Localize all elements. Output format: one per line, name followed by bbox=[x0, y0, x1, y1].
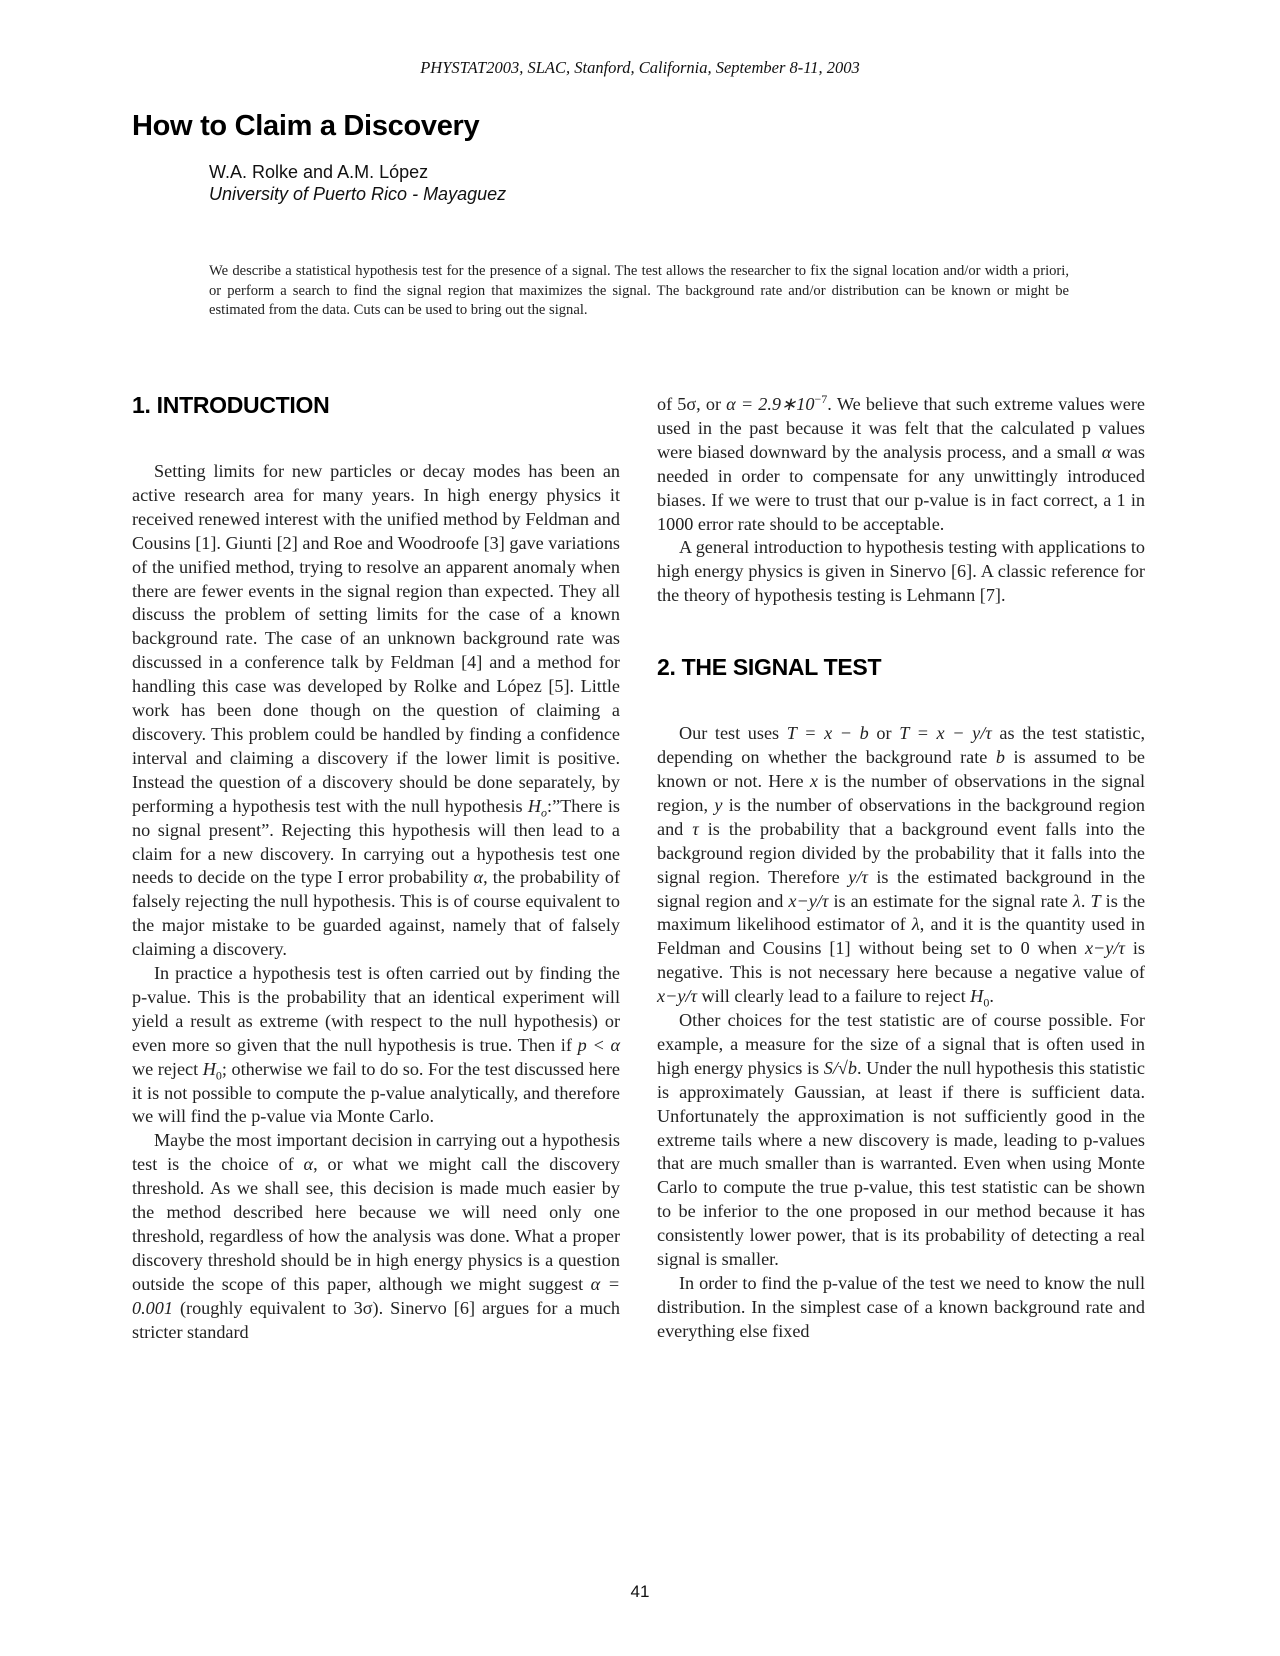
section-heading-signal-test: 2. THE SIGNAL TEST bbox=[657, 654, 882, 681]
signal-test-paragraph-2: Other choices for the test statistic are of course possible. For example, a measure for the size of a signal that is often used in high energy physics is S/√b. Under the null hypothesis this statistic is approximately Gaussian, at least if there is sufficient data. Unfortunately the approximation is not sufficiently good in the extreme tails where a new discovery is made, leading to p-values that are much smaller than is warranted. Even when using Monte Carlo to compute the true p-value, this test statistic can be shown to be inferior to the one proposed in our method because it has consistently lower power, that is its probability of detecting a real signal is smaller. bbox=[657, 1010, 1145, 1270]
abstract: We describe a statistical hypothesis test for the presence of a signal. The test allows the researcher to fix the signal location and/or width a priori, or perform a search to find the signal region that maximizes the signal. The background rate and/or distribution can be known or might be estimated from the data. Cuts can be used to bring out the signal. bbox=[209, 263, 1069, 319]
left-column bbox=[132, 390, 620, 1345]
author-block bbox=[209, 161, 506, 205]
author-affiliation: University of Puerto Rico - Mayaguez bbox=[209, 184, 507, 204]
right-column bbox=[657, 393, 1145, 1344]
intro-paragraph-3-continued: of 5σ, or $\alpha = 2.9∗10^{-7}$. We believe that such extreme values were used in the past because it was felt that the calculated p values were biased downward by the analysis process, and a small α was needed in order to compensate for any unwittingly introduced biases. If we were to trust that our p-value is in fact correct, a 1 in 1000 error rate should to be acceptable. bbox=[657, 391, 1146, 534]
intro-paragraph-4: A general introduction to hypothesis testing with applications to high energy physics is given in Sinervo [6]. A classic reference for the theory of hypothesis testing is Lehmann [7]. bbox=[657, 537, 1145, 606]
intro-paragraph-3: Maybe the most important decision in carrying out a hypothesis test is the choice of α, or what we might call the discovery threshold. As we shall see, this decision is made much easier by the method described here because we will need only one threshold, regardless of how the analysis was done. What a proper discovery threshold should be in high energy physics is a question outside the scope of this paper, although we might suggest α = 0.001 (roughly equivalent to 3σ). Sinervo [6] argues for a much stricter standard bbox=[132, 1130, 621, 1342]
intro-paragraph-2: In practice a hypothesis test is often carried out by finding the p-value. This is the probability that an identical experiment will yield a result as extreme (with respect to the null hypothesis) or even more so given that the null hypothesis is true. Then if p < α we reject $H_0$; otherwise we fail to do so. For the test discussed here it is not possible to compute the p-value analytically, and therefore we will find the p-value via Monte Carlo. bbox=[132, 963, 620, 1127]
intro-paragraph-1: Setting limits for new particles or decay modes has been an active research area for many years. In high energy physics it received renewed interest with the unified method by Feldman and Cousins [1]. Giunti [2] and Roe and Woodroofe [3] gave variations of the unified method, trying to resolve an apparent anomaly when there are fewer events in the signal region than expected. They all discuss the problem of setting limits for the case of a known background rate. The case of an unknown background rate was discussed in a conference talk by Feldman [4] and a method for handling this case was developed by Rolke and López [5]. Little work has been done though on the question of claiming a discovery. This problem could be handled by finding a confidence interval and claiming a discovery if the lower limit is positive. Instead the question of a discovery should be done separately, by performing a hypothesis test with the null hypothesis $H_o:”There$ is no signal present”. Rejecting this hypothesis will then lead to a claim for a new discovery. In carrying out a hypothesis test one needs to decide on the type I error probability α, the probability of falsely rejecting the null hypothesis. This is of course equivalent to the major mistake to be guarded against, namely that of falsely claiming a discovery. bbox=[132, 461, 620, 960]
signal-test-paragraph-3: In order to find the p-value of the test we need to know the null distribution. In the simplest case of a known background rate and everything else fixed bbox=[657, 1273, 1145, 1341]
author-names: W.A. Rolke and A.M. López bbox=[209, 162, 429, 182]
section-heading-introduction: 1. INTRODUCTION bbox=[132, 392, 330, 418]
paper-title: How to Claim a Discovery bbox=[132, 110, 480, 142]
signal-test-paragraph-1: Our test uses T = x − b or T = x − y/τ as the test statistic, depending on whether the background rate b is assumed to be known or not. Here x is the number of observations in the signal region, y is the number of observations in the background region and τ is the probability that a background event falls into the background region divided by the probability that it falls into the signal region. Therefore y/τ is the estimated background in the signal region and x−y/τ is an estimate for the signal rate λ. T is the maximum likelihood estimator of λ, and it is the quantity used in Feldman and Cousins [1] without being set to 0 when x−y/τ is negative. This is not necessary here because a negative value of x−y/τ will clearly lead to a failure to reject $H_0$. bbox=[657, 723, 1146, 1010]
page-number: 41 bbox=[630, 1582, 650, 1601]
running-header: PHYSTAT2003, SLAC, Stanford, California, September 8-11, 2003 bbox=[420, 58, 860, 77]
